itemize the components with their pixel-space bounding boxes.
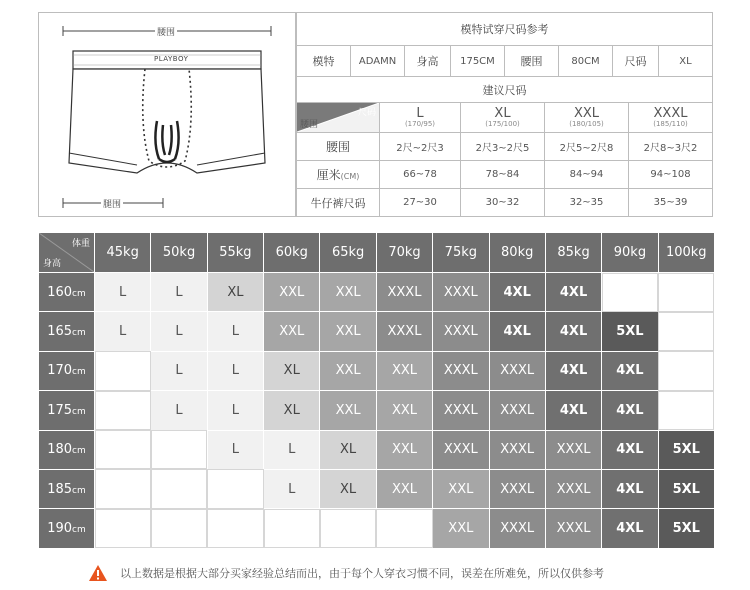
model-fit-table [296, 12, 713, 217]
top-section [38, 12, 712, 217]
corner-weight-label: 体重 [71, 239, 90, 249]
underwear-diagram [38, 12, 296, 217]
height-value: 165 [47, 324, 73, 340]
row-label: 牛仔裤尺码 [297, 189, 380, 217]
size-sub: (175/100) [485, 119, 520, 128]
empty-cell [151, 430, 207, 469]
height-row [39, 273, 715, 312]
waist-cm-row [297, 161, 713, 189]
waist-label: 腰围 [504, 46, 558, 76]
corner-size-label: 尺码 [357, 108, 376, 118]
size-cell: XXXL [376, 312, 432, 351]
size-cell: XL [264, 391, 320, 430]
weight-header: 80kg [489, 233, 545, 273]
height-header [39, 469, 95, 508]
size-cell: XXL [433, 509, 489, 548]
cell: 94~108 [629, 161, 713, 189]
size-cell: L [264, 469, 320, 508]
empty-cell [95, 469, 151, 508]
size-cell: 5XL [602, 312, 658, 351]
size-cell: XXL [376, 430, 432, 469]
model-info-row [297, 46, 712, 76]
size-cell: L [207, 430, 263, 469]
size-cell: XXXL [376, 273, 432, 312]
size-cell: L [95, 312, 151, 351]
size-cell: XXXL [433, 312, 489, 351]
size-cell: XXXL [433, 351, 489, 390]
height-unit: cm [72, 485, 86, 496]
size-cell: 4XL [489, 273, 545, 312]
size-cell: L [95, 273, 151, 312]
size-cell: XL [207, 273, 263, 312]
height-value: 175CM [450, 46, 504, 76]
height-value: 170 [47, 363, 73, 379]
empty-cell [95, 430, 151, 469]
row-label: 腰围 [297, 133, 380, 161]
height-value: 180 [47, 442, 73, 458]
size-cell: XL [320, 469, 376, 508]
size-cell: L [207, 391, 263, 430]
height-header [39, 273, 95, 312]
empty-cell [207, 469, 263, 508]
corner-waist-label: 腰围 [300, 120, 319, 130]
cell: 2尺5~2尺8 [545, 133, 629, 161]
model-label: 模特 [297, 46, 351, 76]
size-sub: (170/95) [404, 119, 436, 128]
size-cell: XXL [320, 391, 376, 430]
suggest-size-title: 建议尺码 [297, 77, 713, 103]
waist-chi-row [297, 133, 713, 161]
empty-cell [264, 509, 320, 548]
cell: 2尺3~2尺5 [461, 133, 545, 161]
size-col-XXL [545, 103, 629, 133]
waist-dimension-label: 腰围 [155, 25, 177, 38]
waist-value: 80CM [559, 46, 613, 76]
height-unit: cm [72, 288, 86, 299]
model-table-title: 模特试穿尺码参考 [297, 13, 713, 46]
height-unit: cm [72, 446, 86, 457]
size-value: XL [679, 55, 692, 67]
size-col-XXXL [629, 103, 713, 133]
size-waist-corner [297, 103, 380, 133]
height-value: 185 [47, 481, 73, 497]
height-row [39, 391, 715, 430]
weight-header: 60kg [264, 233, 320, 273]
height-weight-size-grid [38, 232, 715, 549]
size-cell: 4XL [602, 509, 658, 548]
warning-icon [88, 564, 108, 582]
size-cell: 4XL [602, 351, 658, 390]
size-cell: XXL [320, 273, 376, 312]
empty-cell [602, 273, 658, 312]
height-value: 160 [47, 284, 73, 300]
size-cell: XXXL [433, 430, 489, 469]
size-sub: (180/105) [569, 119, 604, 128]
size-cell: 4XL [545, 312, 601, 351]
size-cell: XXL [376, 469, 432, 508]
jeans-size-row [297, 189, 713, 217]
height-header [39, 312, 95, 351]
weight-header: 90kg [602, 233, 658, 273]
row-label-cm [297, 161, 380, 189]
height-header [39, 509, 95, 548]
size-cell: XXXL [545, 430, 601, 469]
size-cell: XXXL [489, 469, 545, 508]
size-cell: XXXL [545, 509, 601, 548]
empty-cell [95, 509, 151, 548]
height-label: 身高 [405, 46, 451, 76]
cell: 27~30 [380, 189, 461, 217]
size-cell: L [151, 351, 207, 390]
height-unit: cm [72, 525, 86, 536]
size-cell: XXL [320, 351, 376, 390]
row-label: 厘米 [316, 168, 341, 182]
size-col-L [380, 103, 461, 133]
size-cell: L [151, 312, 207, 351]
height-header [39, 430, 95, 469]
size-cell: 4XL [545, 351, 601, 390]
size-col-XL [461, 103, 545, 133]
size-cell: XXXL [433, 391, 489, 430]
empty-cell [151, 509, 207, 548]
cell: 78~84 [461, 161, 545, 189]
size-cell: L [151, 391, 207, 430]
size-cell: L [151, 273, 207, 312]
empty-cell [207, 509, 263, 548]
weight-header: 50kg [151, 233, 207, 273]
size-cell: XL [264, 351, 320, 390]
cell: 32~35 [545, 189, 629, 217]
height-unit: cm [72, 406, 86, 417]
height-row [39, 469, 715, 508]
height-row [39, 509, 715, 548]
size-label: 尺码 [613, 46, 659, 76]
size-cell: 4XL [602, 391, 658, 430]
weight-header: 55kg [207, 233, 263, 273]
weight-header: 75kg [433, 233, 489, 273]
size-name: L [416, 105, 424, 121]
size-cell: 4XL [602, 430, 658, 469]
size-cell: XXL [264, 312, 320, 351]
size-cell: 5XL [658, 430, 714, 469]
empty-cell [95, 351, 151, 390]
size-cell: XXXL [433, 273, 489, 312]
empty-cell [658, 391, 714, 430]
height-unit: cm [72, 367, 86, 378]
size-cell: XXXL [545, 469, 601, 508]
size-cell: 5XL [658, 469, 714, 508]
size-cell: XXXL [489, 430, 545, 469]
model-name: ADAMN [351, 46, 405, 76]
size-cell: XL [320, 430, 376, 469]
disclaimer-text: 以上数据是根据大部分买家经验总结而出，由于每个人穿衣习惯不同，误差在所难免，所以仅供参考 [120, 567, 604, 580]
size-cell: XXXL [489, 351, 545, 390]
empty-cell [151, 469, 207, 508]
height-value: 175 [47, 402, 73, 418]
size-cell: L [264, 430, 320, 469]
empty-cell [658, 351, 714, 390]
size-cell: XXXL [489, 509, 545, 548]
size-name: XL [494, 105, 511, 121]
disclaimer-notice [88, 563, 604, 583]
size-cell: XXXL [489, 391, 545, 430]
boxer-brief-illustration [39, 13, 295, 216]
size-cell: 4XL [545, 391, 601, 430]
size-cell: XXL [264, 273, 320, 312]
empty-cell [320, 509, 376, 548]
leg-dimension-label: 腿围 [101, 197, 123, 210]
size-name: XXL [573, 105, 600, 121]
size-cell: 5XL [658, 509, 714, 548]
weight-header: 45kg [95, 233, 151, 273]
empty-cell [658, 273, 714, 312]
corner-height-label: 身高 [43, 259, 62, 269]
weight-header: 65kg [320, 233, 376, 273]
brand-label: PLAYBOY [154, 55, 189, 63]
cell: 2尺8~3尺2 [629, 133, 713, 161]
cell: 66~78 [380, 161, 461, 189]
size-cell: 4XL [489, 312, 545, 351]
height-row [39, 351, 715, 390]
empty-cell [95, 391, 151, 430]
size-cell: L [207, 312, 263, 351]
size-cell: XXL [376, 351, 432, 390]
size-cell: XXL [376, 391, 432, 430]
empty-cell [658, 312, 714, 351]
height-value: 190 [47, 521, 73, 537]
size-cell: XXL [320, 312, 376, 351]
height-unit: cm [72, 328, 86, 339]
cell: 35~39 [629, 189, 713, 217]
weight-header: 85kg [545, 233, 601, 273]
size-cell: 4XL [545, 273, 601, 312]
empty-cell [376, 509, 432, 548]
height-row [39, 430, 715, 469]
cell: 84~94 [545, 161, 629, 189]
height-row [39, 312, 715, 351]
height-header [39, 391, 95, 430]
height-header [39, 351, 95, 390]
row-unit: (CM) [340, 172, 360, 181]
size-cell: 4XL [602, 469, 658, 508]
size-name: XXXL [653, 105, 688, 121]
weight-header: 100kg [658, 233, 714, 273]
grid-corner [39, 233, 95, 273]
cell: 30~32 [461, 189, 545, 217]
size-cell: XXL [433, 469, 489, 508]
cell: 2尺~2尺3 [380, 133, 461, 161]
weight-header: 70kg [376, 233, 432, 273]
size-cell: L [207, 351, 263, 390]
size-sub: (185/110) [653, 119, 688, 128]
